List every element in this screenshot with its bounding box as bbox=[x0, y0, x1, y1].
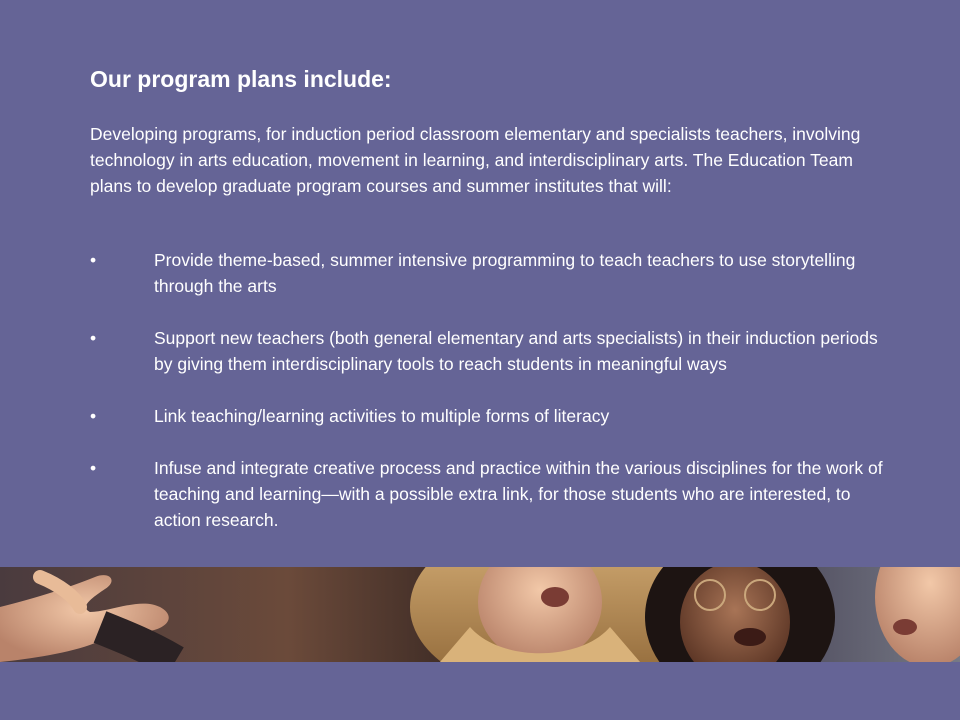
slide-heading: Our program plans include: bbox=[90, 66, 392, 92]
bullet-text: Infuse and integrate creative process and practice within the various disciplines for the work of teaching and learning—with a possible extra link, for those students who are interested, to action research. bbox=[154, 458, 883, 530]
bullet-text: Provide theme-based, summer intensive programming to teach teachers to use storytelling through the arts bbox=[154, 250, 856, 296]
bullet-item bbox=[90, 403, 890, 429]
bullet-icon: • bbox=[90, 250, 97, 270]
bullet-item bbox=[90, 325, 890, 377]
bullet-text: Support new teachers (both general elementary and arts specialists) in their induction periods by giving them interdisciplinary tools to reach students in meaningful ways bbox=[154, 328, 878, 374]
bullet-icon: • bbox=[90, 406, 97, 426]
bullet-item bbox=[90, 455, 890, 533]
bullet-item bbox=[90, 247, 890, 299]
bullet-list bbox=[90, 247, 890, 533]
bullet-icon: • bbox=[90, 328, 97, 348]
bullet-icon: • bbox=[90, 458, 97, 478]
intro-paragraph: Developing programs, for induction period classroom elementary and specialists teachers, involving technology in arts education, movement in learning, and interdisciplinary arts. The Education Team plans to develop graduate program courses and summer institutes that will: bbox=[90, 124, 861, 196]
bullet-text: Link teaching/learning activities to multiple forms of literacy bbox=[154, 406, 610, 426]
students-photo-banner bbox=[0, 567, 960, 662]
students-photo-image bbox=[0, 567, 960, 662]
